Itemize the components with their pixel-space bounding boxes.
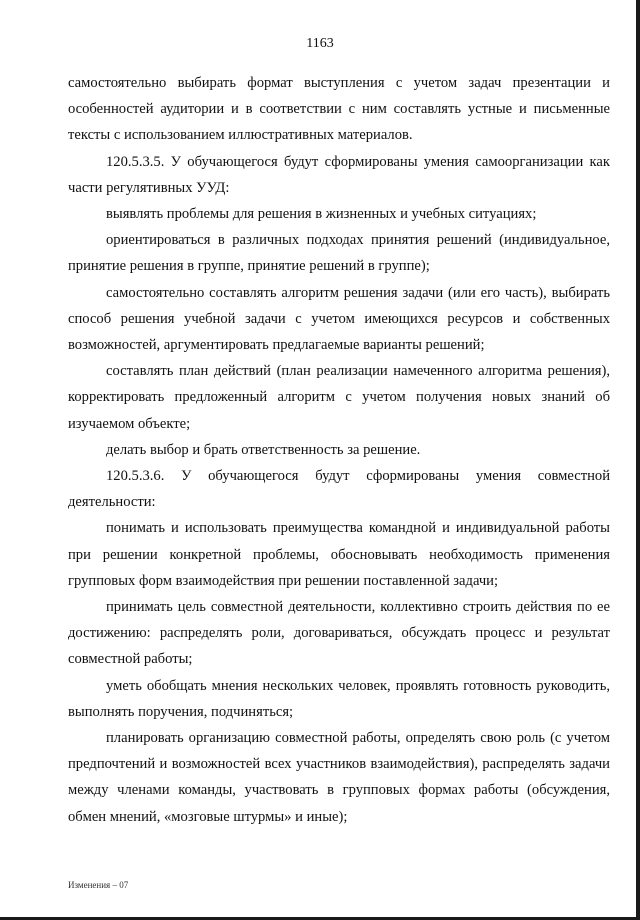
list-item: планировать организацию совместной работы, определять свою роль (с учетом предпочтений и возможностей всех участников взаимодействия), распределять задачи между членами команды, участвовать в групповых формах работы (обсуждения, обмен мнений, «мозговые штурмы» и иные); [68,730,610,825]
list-item: составлять план действий (план реализации намеченного алгоритма решения), корректировать предложенный алгоритм с учетом получения новых знаний об изучаемом объекте; [68,363,610,432]
section-heading-120-5-3-5: 120.5.3.5. У обучающегося будут сформированы умения самоорганизации как части регулятивных УУД: [68,153,610,196]
list-item: ориентироваться в различных подходах принятия решений (индивидуальное, принятие решения в группе, принятие решений в группе); [68,232,610,275]
page-number: 1163 [306,36,334,51]
list-item: принимать цель совместной деятельности, коллективно строить действия по ее достижению: распределять роли, договариваться, обсуждать процесс и результат совместной работы; [68,599,610,668]
paragraph-continuation: самостоятельно выбирать формат выступления с учетом задач презентации и особенностей аудитории и в соответствии с ним составлять устные и письменные тексты с использованием иллюстративных материалов. [68,75,610,144]
list-item: выявлять проблемы для решения в жизненных и учебных ситуациях; [106,206,537,223]
scan-edge-right [636,0,640,920]
list-item: уметь обобщать мнения нескольких человек, проявлять готовность руководить, выполнять поручения, подчиняться; [68,677,610,720]
section-heading-120-5-3-6: 120.5.3.6. У обучающегося будут сформированы умения совместной деятельности: [68,468,610,511]
document-body [68,70,610,830]
list-item: делать выбор и брать ответственность за решение. [106,441,421,458]
footer-revision-note: Изменения – 07 [68,880,129,890]
list-item: самостоятельно составлять алгоритм решения задачи (или его часть), выбирать способ решения учебной задачи с учетом имеющихся ресурсов и собственных возможностей, аргументировать предлагаемые варианты решений; [68,284,610,354]
list-item: понимать и использовать преимущества командной и индивидуальной работы при решении конкретной проблемы, обосновывать необходимость применения групповых форм взаимодействия при решении поставленной задачи; [68,520,610,589]
